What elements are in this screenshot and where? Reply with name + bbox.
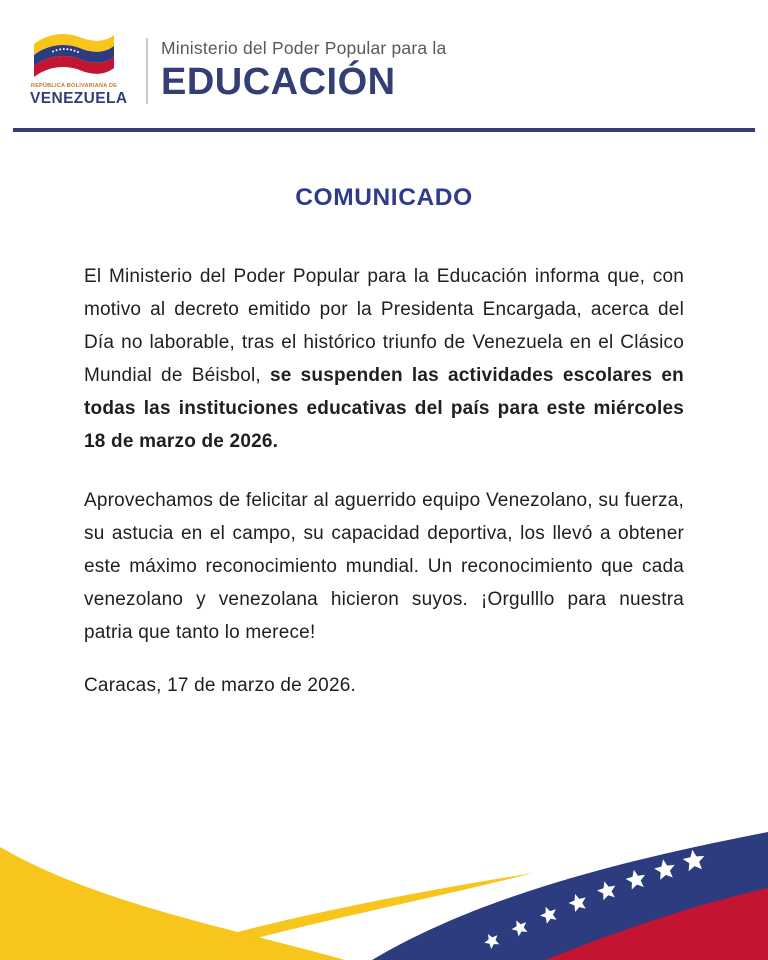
announcement-paragraph [84, 260, 684, 458]
ministry-name-line2: EDUCACIÓN [161, 61, 396, 103]
venezuela-flag-icon [32, 30, 116, 80]
footer-yellow-wave [0, 847, 345, 960]
logo-caption-republic: REPÚBLICA BOLIVARIANA DE [30, 83, 118, 89]
announcement-text-bold: se suspenden las actividades escolares en todas las instituciones educativas del país para este miércoles 18 de marzo de 2026. [84, 365, 684, 452]
header-rule [13, 128, 755, 132]
ministry-name [161, 38, 446, 104]
date-line: Caracas, 17 de marzo de 2026. [84, 675, 356, 696]
venezuela-logo [30, 30, 128, 108]
announcement-text-normal: El Ministerio del Poder Popular para la Educación informa que, con motivo al decreto emitido por la Presidenta Encargada, acerca del Día no laborable, tras el histórico triunfo de Venezuela en el Clásico Mundial de Béisbol, [84, 266, 684, 386]
congratulations-paragraph: Aprovechamos de felicitar al aguerrido equipo Venezolano, su fuerza, su astucia en el campo, su capacidad deportiva, los llevó a obtener este máximo reconocimiento mundial. Un reconocimiento que cada venezolano y venezolana hicieron suyos. ¡Orgulllo para nuestra patria que tanto lo merece! [84, 490, 684, 643]
footer-flag-decoration [0, 780, 768, 960]
header [28, 30, 740, 114]
ministry-name-line1: Ministerio del Poder Popular para la [161, 38, 447, 58]
header-vertical-divider [146, 38, 148, 104]
logo-caption-venezuela: VENEZUELA [30, 90, 128, 107]
page-title: COMUNICADO [295, 184, 473, 211]
document-body [84, 260, 684, 702]
